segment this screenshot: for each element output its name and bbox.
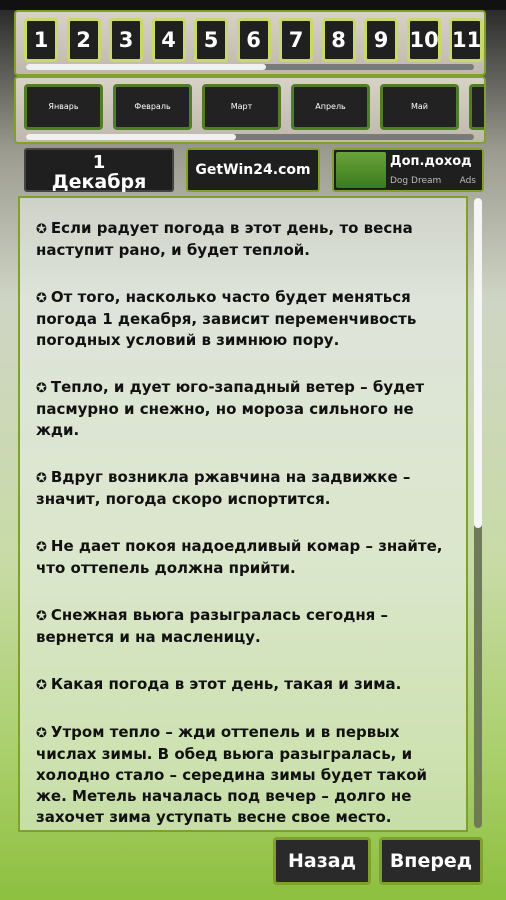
ad-banner[interactable]	[332, 148, 484, 192]
day-button[interactable]: 2	[67, 18, 101, 62]
bullet-icon: ✪	[36, 291, 47, 306]
bullet-icon: ✪	[36, 726, 47, 741]
omen-entry	[36, 674, 452, 696]
omen-entry	[36, 605, 452, 648]
month-selector	[14, 76, 486, 144]
month-button[interactable]: Январь	[24, 84, 103, 130]
omen-entry	[36, 722, 452, 828]
back-button[interactable]: Назад	[273, 837, 371, 885]
day-button[interactable]: 11	[449, 18, 483, 62]
omen-text: Утром тепло – жди оттепель и в первых числах зимы. В обед вьюга разыгралась, и холодно стало – середина зимы будет такой же. Метель началась под вечер – долго не захочет зима уступать весне свое место.	[36, 723, 428, 826]
omen-entry	[36, 218, 452, 261]
bullet-icon: ✪	[36, 381, 47, 396]
month-button[interactable]: Март	[202, 84, 281, 130]
day-scroll-thumb[interactable]	[26, 64, 266, 70]
day-selector	[14, 10, 486, 76]
ad-title: Доп.доход	[390, 154, 472, 169]
ad-tag: Ads	[459, 176, 476, 186]
getwin-button[interactable]: GetWin24.com	[186, 148, 320, 192]
top-strip	[0, 0, 506, 10]
omen-text: Тепло, и дует юго-западный ветер – будет пасмурно и снежно, но мороза сильного не жди.	[36, 378, 425, 439]
month-button[interactable]: Апрель	[291, 84, 370, 130]
month-scrollbar[interactable]	[26, 134, 474, 140]
omen-entry	[36, 377, 452, 441]
date-month: Декабря	[51, 171, 147, 193]
omen-text: Снежная вьюга разыгралась сегодня – вернется и на масленицу.	[36, 606, 389, 646]
omen-entry	[36, 536, 452, 579]
bullet-icon: ✪	[36, 222, 47, 237]
bullet-icon: ✪	[36, 678, 47, 693]
omens-text-panel[interactable]	[18, 196, 468, 832]
day-buttons-row	[24, 18, 484, 62]
forward-button[interactable]: Вперед	[379, 837, 483, 885]
bullet-icon: ✪	[36, 540, 47, 555]
month-button[interactable]: Май	[380, 84, 459, 130]
omen-entry	[36, 287, 452, 351]
day-button[interactable]: 9	[364, 18, 398, 62]
day-button[interactable]: 1	[24, 18, 58, 62]
day-button[interactable]: 7	[279, 18, 313, 62]
omen-text: Не дает покоя надоедливый комар – знайте, что оттепель должна прийти.	[36, 537, 443, 577]
day-button[interactable]: 8	[322, 18, 356, 62]
month-button[interactable]: Февраль	[113, 84, 192, 130]
month-scroll-thumb[interactable]	[26, 134, 236, 140]
month-button[interactable]	[469, 84, 484, 130]
day-button[interactable]: 3	[109, 18, 143, 62]
day-scrollbar[interactable]	[26, 64, 474, 70]
bullet-icon: ✪	[36, 471, 47, 486]
omen-text: Если радует погода в этот день, то весна наступит рано, и будет теплой.	[36, 219, 413, 259]
current-date-button[interactable]	[24, 148, 174, 192]
omen-text: Какая погода в этот день, такая и зима.	[50, 675, 402, 693]
content-scroll-thumb[interactable]	[474, 198, 482, 528]
day-button[interactable]: 6	[237, 18, 271, 62]
omen-text: Вдруг возникла ржавчина на задвижке – значит, погода скоро испортится.	[36, 468, 411, 508]
bullet-icon: ✪	[36, 609, 47, 624]
omen-text: От того, насколько часто будет меняться погода 1 декабря, зависит переменчивость погодных условий в зимнюю пору.	[36, 288, 417, 349]
day-button[interactable]: 4	[152, 18, 186, 62]
day-button[interactable]: 10	[407, 18, 441, 62]
ad-subtitle: Dog Dream	[390, 176, 442, 186]
omen-entry	[36, 467, 452, 510]
day-button[interactable]: 5	[194, 18, 228, 62]
month-buttons-row	[24, 84, 484, 130]
date-day: 1	[92, 152, 106, 173]
dog-ad-image	[336, 152, 386, 188]
